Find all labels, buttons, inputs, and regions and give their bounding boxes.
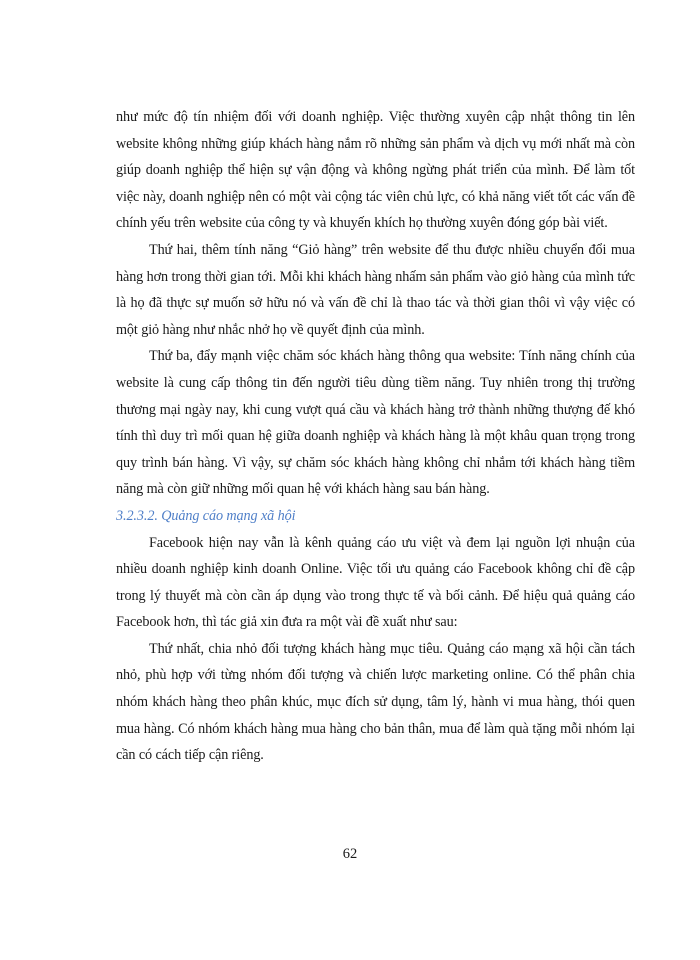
paragraph-second-point: Thứ hai, thêm tính năng “Giỏ hàng” trên website để thu được nhiều chuyển đổi mua hàng hơn trong thời gian tới. Mỗi khi khách hàng nhấm sản phẩm vào giỏ hàng của mình tức là họ đã thực sự muốn sở hữu nó và vấn đề chỉ là thao tác và thời gian thôi vì vậy việc có một giỏ hàng như nhắc nhở họ về quyết định của mình. (116, 241, 635, 338)
page-number: 62 (342, 846, 358, 862)
section-heading: 3.2.3.2. Quảng cáo mạng xã hội (116, 507, 296, 524)
paragraph-third-point: Thứ ba, đẩy mạnh việc chăm sóc khách hàng thông qua website: Tính năng chính của website là cung cấp thông tin đến người tiêu dùng tiềm năng. Tuy nhiên trong thị trường thương mại ngày nay, khi cung vượt quá cầu và khách hàng trở thành những thượng đế khó tính thì duy trì mối quan hệ giữa doanh nghiệp và khách hàng là một khâu quan trọng trong quy trình bán hàng. Vì vậy, sự chăm sóc khách hàng không chỉ nhắm tới khách hàng tiềm năng mà còn giữ những mối quan hệ với khách hàng sau bán hàng. (116, 348, 635, 498)
paragraph-continued: như mức độ tín nhiệm đối với doanh nghiệp. Việc thường xuyên cập nhật thông tin lên website không những giúp khách hàng nắm rõ những sản phẩm và dịch vụ mới nhất mà còn giúp doanh nghiệp thể hiện sự vận động và không ngừng phát triển của mình. Để làm tốt việc này, doanh nghiệp nên có một vài cộng tác viên chủ lực, có khả năng viết tốt các vấn đề chính yếu trên website của công ty và khuyến khích họ thường xuyên đóng góp bài viết. (116, 109, 635, 232)
body-text (116, 104, 635, 769)
paragraph-facebook-intro: Facebook hiện nay vẫn là kênh quảng cáo ưu việt và đem lại nguồn lợi nhuận của nhiều doanh nghiệp kinh doanh Online. Việc tối ưu quảng cáo Facebook không chỉ đề cập trong lý thuyết mà còn cần áp dụng vào trong thực tế và bối cảnh. Để hiệu quả quảng cáo Facebook hơn, thì tác giả xin đưa ra một vài đề xuất như sau: (116, 534, 635, 631)
paragraph-first-point: Thứ nhất, chia nhỏ đối tượng khách hàng mục tiêu. Quảng cáo mạng xã hội cần tách nhỏ, phù hợp với từng nhóm đối tượng và chiến lược marketing online. Có thể phân chia nhóm khách hàng theo phân khúc, mục đích sử dụng, tâm lý, hành vi mua hàng, thói quen mua hàng. Có nhóm khách hàng mua hàng cho bản thân, mua để làm quà tặng mỗi nhóm lại cần có cách tiếp cận riêng. (116, 640, 635, 764)
